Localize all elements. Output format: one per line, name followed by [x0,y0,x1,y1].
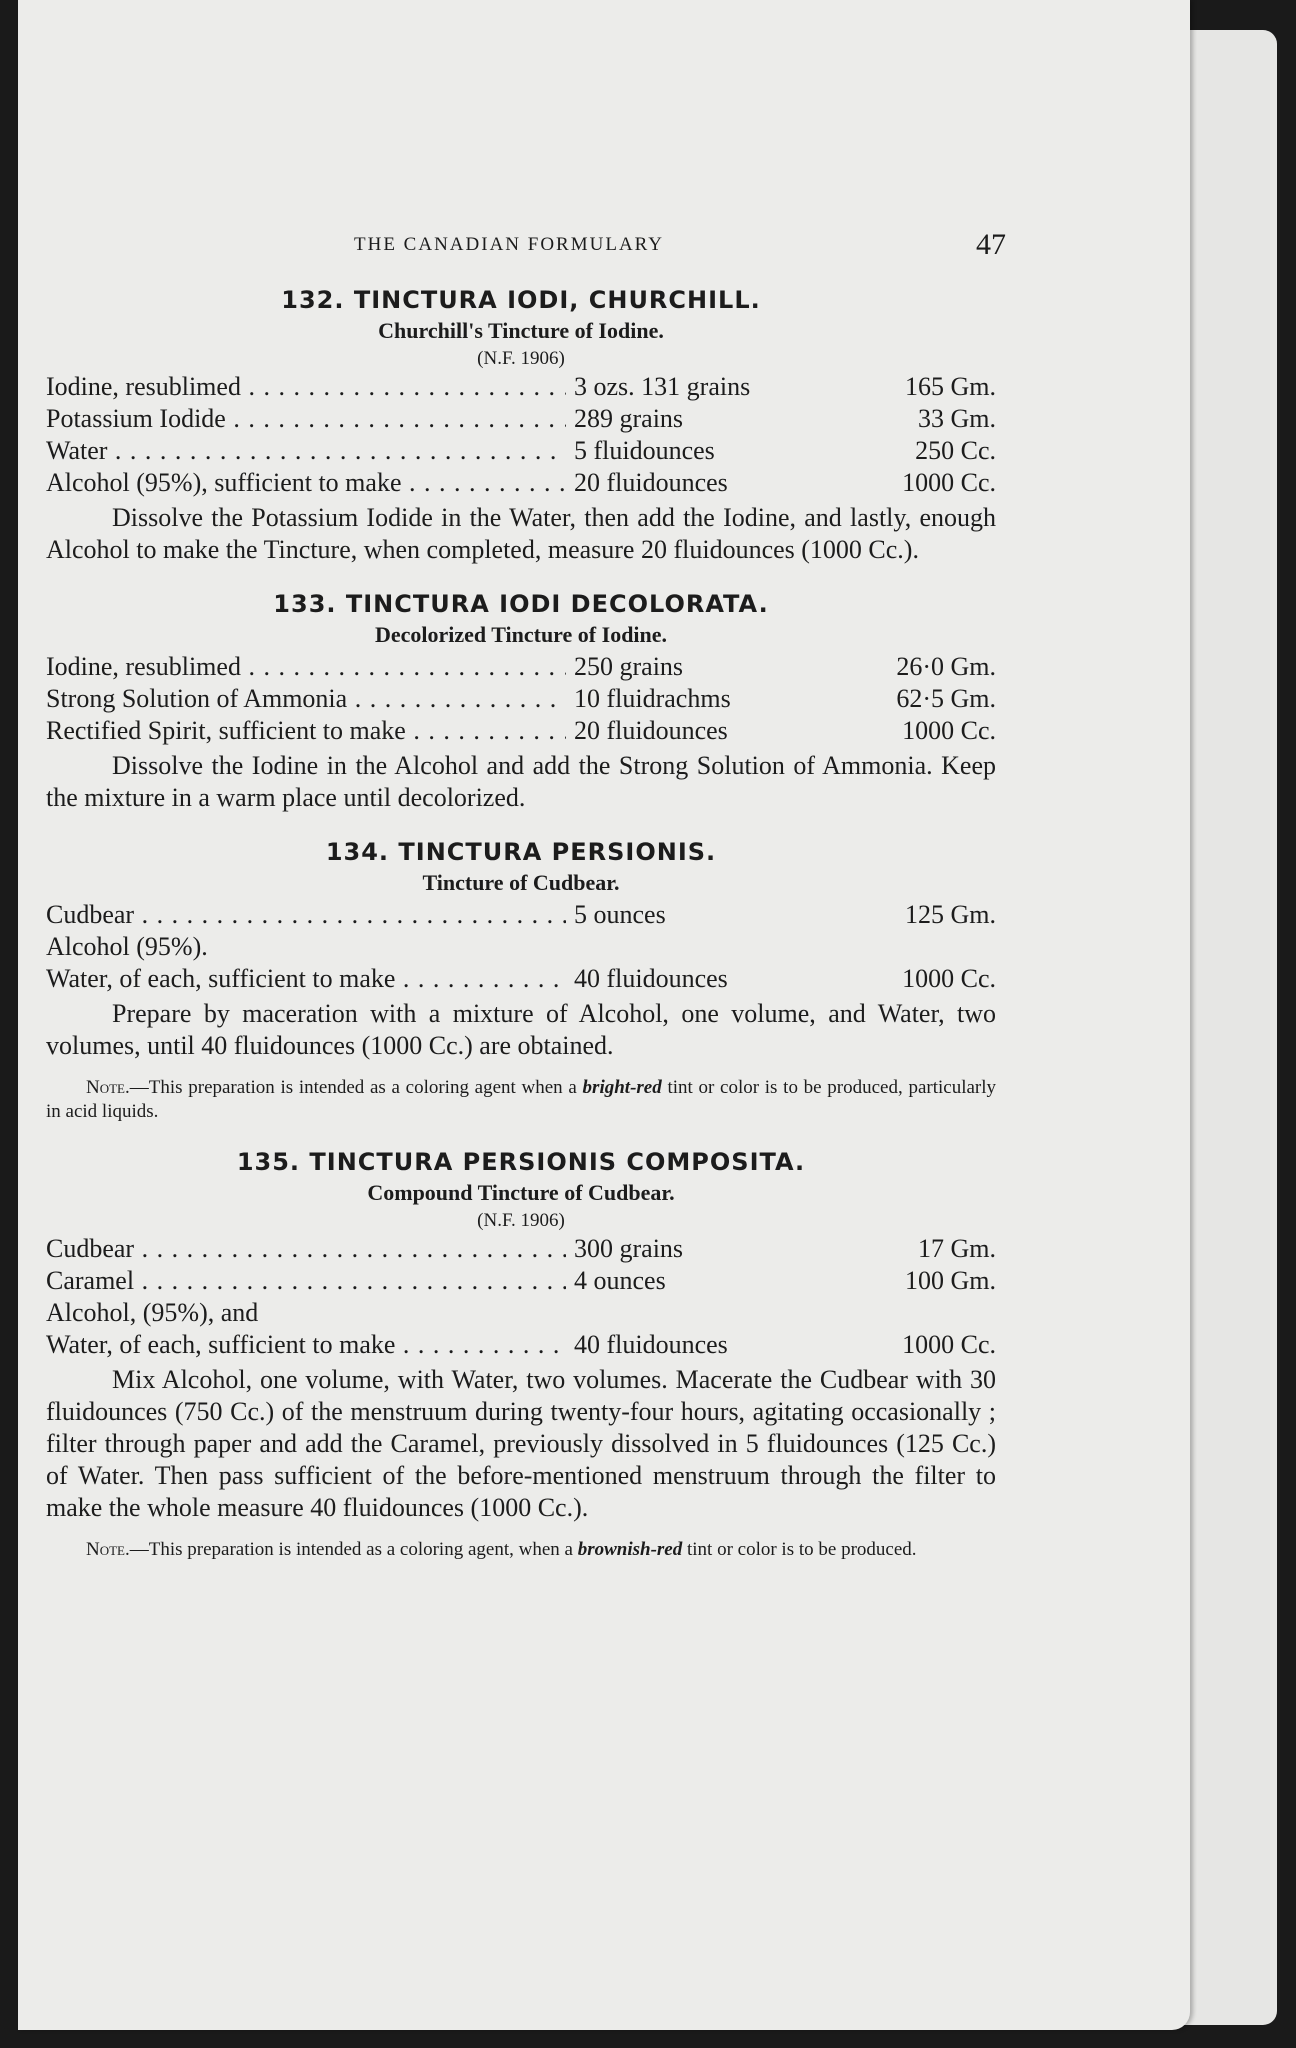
ingredient-row [46,932,996,964]
entry-subtitle: Compound Tincture of Cudbear. [367,1180,675,1205]
directions-paragraph: Dissolve the Iodine in the Alcohol and add the Strong Solution of Ammonia. Keep the mixture in a warm place until decolorized. [46,751,996,812]
note-text: tint or color is to be produced, particularly in acid liquids. [46,1077,997,1122]
ingredient-name: Alcohol, (95%), and [46,1298,259,1327]
ingredient-name: Cudbear . . . [46,900,626,930]
entry-title: 133. TINCTURA IODI DECOLORATA. [273,590,769,618]
directions-paragraph: Dissolve the Potassium Iodide in the Water, then add the Iodine, and lastly, enough Alcohol to make the Tincture, when completed, measure 20 fluidounces (1000 Cc.). [46,503,996,564]
ingredient-name: Iodine, resublimed . . . [46,372,626,402]
ingredient-row [46,1330,996,1362]
ingredient-quantity: 4 ounces [566,1266,884,1296]
note-text: tint or color is to be produced. [686,1539,917,1560]
ingredient-quantity: 20 fluidounces [566,468,884,498]
entry-subtitle: Churchill's Tincture of Iodine. [378,318,664,343]
ingredient-metric: 17 Gm. [846,1234,996,1264]
ingredient-row [46,716,996,748]
book-page [18,0,1190,2030]
ingredient-name: Alcohol (95%), sufficient to make . . . [46,468,626,498]
page-number: 47 [976,228,1006,261]
note-paragraph [46,1538,996,1562]
ingredient-metric: 33 Gm. [846,404,996,434]
ingredient-row [46,684,996,716]
running-title: THE CANADIAN FORMULARY [354,234,665,255]
ingredient-row [46,404,996,436]
ingredient-row [46,1234,996,1266]
ingredient-quantity: 300 grains [566,1234,884,1264]
note-label: Note. [86,1539,130,1560]
entry-source: (N.F. 1906) [477,348,565,369]
entry-132 [46,286,996,566]
entry-subtitle: Tincture of Cudbear. [422,870,620,895]
ingredient-row [46,436,996,468]
page-content [46,222,1006,1562]
note-emphasis: bright-red [582,1077,662,1098]
entry-135 [46,1148,996,1562]
note-paragraph [46,1076,996,1124]
note-text: —This preparation is intended as a coloring agent when a [129,1077,577,1098]
ingredient-name: Water . . . [46,436,626,466]
ingredient-quantity: 40 fluidounces [566,1330,884,1360]
ingredient-name: Water, of each, sufficient to make . . . [46,1330,626,1360]
ingredient-quantity: 5 fluidounces [566,436,884,466]
entry-subtitle: Decolorized Tincture of Iodine. [374,622,668,647]
ingredient-name: Strong Solution of Ammonia . . . [46,684,626,714]
ingredient-metric: 250 Cc. [846,436,996,466]
note-emphasis: brownish-red [577,1539,683,1560]
ingredient-metric: 1000 Cc. [846,964,996,994]
directions-paragraph: Prepare by maceration with a mixture of Alcohol, one volume, and Water, two volumes, until 40 fluidounces (1000 Cc.) are obtained. [46,999,996,1060]
ingredient-metric: 26·0 Gm. [846,652,996,682]
ingredient-row [46,1298,996,1330]
ingredient-quantity: 3 ozs. 131 grains [566,372,884,402]
entry-source: (N.F. 1906) [477,1210,565,1231]
ingredient-name: Potassium Iodide . . . [46,404,626,434]
ingredient-name: Iodine, resublimed . . . [46,652,626,682]
note-label: Note. [86,1077,130,1098]
entry-133 [46,590,996,814]
ingredient-row [46,468,996,500]
ingredient-quantity: 20 fluidounces [566,716,884,746]
ingredient-metric: 1000 Cc. [846,716,996,746]
running-head [46,222,1006,262]
ingredient-row [46,652,996,684]
ingredient-row [46,372,996,404]
ingredient-metric: 165 Gm. [846,372,996,402]
ingredient-name: Caramel . . . [46,1266,626,1296]
entry-title: 132. TINCTURA IODI, CHURCHILL. [281,286,761,314]
ingredient-quantity: 250 grains [566,652,884,682]
ingredient-metric: 125 Gm. [846,900,996,930]
ingredient-metric: 100 Gm. [846,1266,996,1296]
ingredient-quantity: 40 fluidounces [566,964,884,994]
ingredient-row [46,964,996,996]
ingredient-row [46,900,996,932]
ingredient-name: Water, of each, sufficient to make . . . [46,964,626,994]
ingredient-name: Rectified Spirit, sufficient to make . . . [46,716,626,746]
ingredient-name: Cudbear . . . [46,1234,626,1264]
ingredient-metric: 1000 Cc. [846,1330,996,1360]
ingredient-quantity: 289 grains [566,404,884,434]
ingredient-quantity: 5 ounces [566,900,884,930]
ingredient-metric: 1000 Cc. [846,468,996,498]
ingredient-quantity: 10 fluidrachms [566,684,884,714]
ingredient-name: Alcohol (95%). [46,932,208,961]
ingredient-row [46,1266,996,1298]
note-text: —This preparation is intended as a coloring agent, when a [129,1539,573,1560]
entry-title: 135. TINCTURA PERSIONIS COMPOSITA. [236,1148,806,1176]
entry-134 [46,838,996,1124]
directions-paragraph: Mix Alcohol, one volume, with Water, two volumes. Macerate the Cudbear with 30 fluidounces (750 Cc.) of the menstruum during twenty-four hours, agitating occasionally ; filter through paper and add the Caramel, previously dissolved in 5 fluidounces (125 Cc.) of Water. Then pass sufficient of the before-mentioned menstruum through the filter to make the whole measure 40 fluidounces (1000 Cc.). [46,1365,996,1522]
entry-title: 134. TINCTURA PERSIONIS. [325,838,717,866]
ingredient-metric: 62·5 Gm. [846,684,996,714]
